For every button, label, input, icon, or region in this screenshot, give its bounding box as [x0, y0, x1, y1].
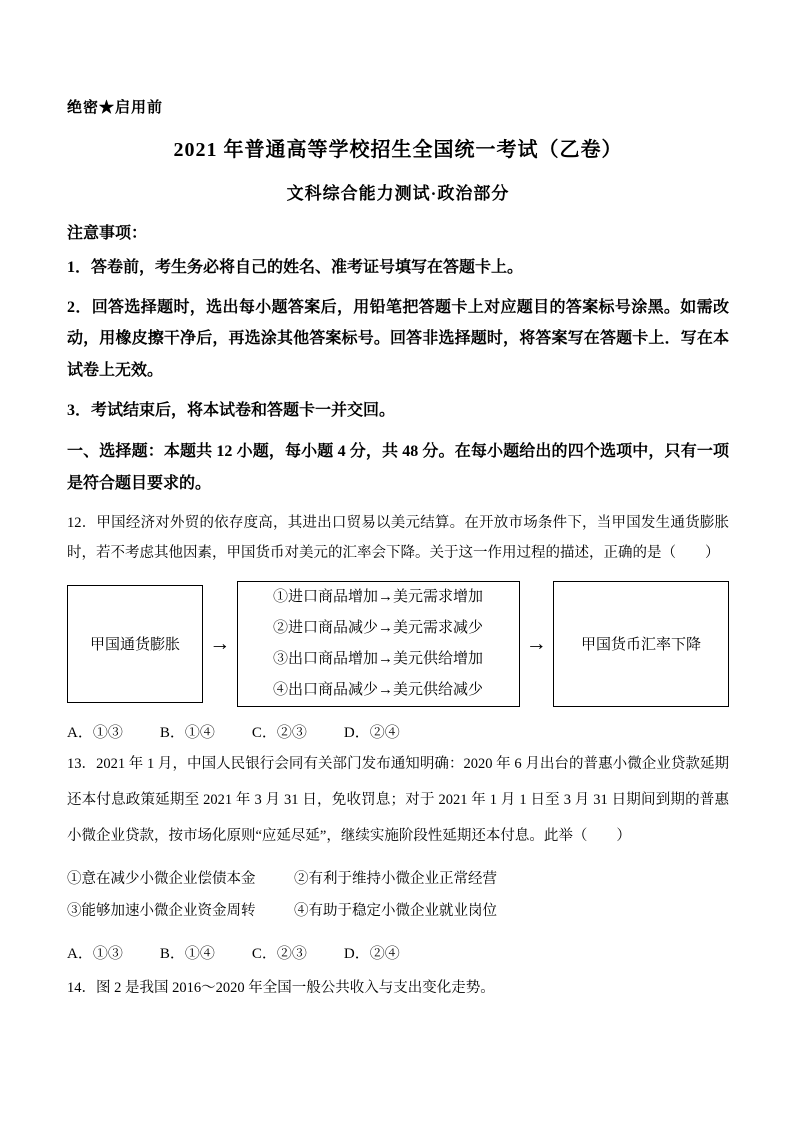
choice-d: D．②④	[343, 945, 400, 962]
arrow-right-icon: →	[209, 631, 231, 656]
choice-b: B．①④	[159, 724, 215, 741]
diagram-left-box: 甲国通货膨胀	[67, 585, 203, 703]
statement-4: ④有助于稳定小微企业就业岗位	[294, 903, 497, 920]
section-heading: 一、选择题：本题共 12 小题，每小题 4 分，共 48 分。在每小题给出的四个选项中，只有一项是符合题目要求的。	[67, 442, 729, 492]
choice-c: C．②③	[251, 724, 307, 741]
diagram-middle-box	[237, 581, 520, 707]
choice-a: A．①③	[67, 724, 123, 741]
notice-item-1: 1．答卷前，考生务必将自己的姓名、准考证号填写在答题卡上。	[67, 259, 524, 276]
diagram-middle-item-4: ④出口商品减少→美元供给减少	[272, 681, 483, 698]
choice-a: A．①③	[67, 945, 123, 962]
question-12-choices	[67, 721, 729, 742]
notice-item-3: 3．考试结束后，将本试卷和答题卡一并交回。	[67, 401, 396, 419]
exam-title: 2021 年普通高等学校招生全国统一考试（乙卷）	[173, 139, 623, 161]
statement-2: ②有利于维持小微企业正常经营	[294, 870, 497, 887]
notice-item-2: 2．回答选择题时，选出每小题答案后，用铅笔把答题卡上对应题目的答案标号涂黑。如需改动，用橡皮擦干净后，再选涂其他答案标号。回答非选择题时，将答案写在答题卡上．写在本试卷上无效。	[67, 299, 729, 379]
question-12-stem: 12．甲国经济对外贸的依存度高，其进出口贸易以美元结算。在开放市场条件下，当甲国发生通货膨胀时，若不考虑其他因素，甲国货币对美元的汇率会下降。关于这一作用过程的描述，正确的是（ ）	[67, 514, 729, 562]
question-14-stem: 14．图 2 是我国 2016～2020 年全国一般公共收入与支出变化走势。	[67, 979, 495, 996]
choice-c: C．②③	[251, 945, 307, 962]
diagram-middle-item-2: ②进口商品减少→美元需求减少	[272, 620, 483, 637]
question-13-stem: 13．2021 年 1 月，中国人民银行会同有关部门发布通知明确：2020 年 6 月出台的普惠小微企业贷款延期还本付息政策延期至 2021 年 3 月 31 日，免收罚息；对于 2021 年 1 月 1 日至 3 月 31 日期间到期的普惠小微企业贷款，按市场化原则“应延尽延”，继续实施阶段性延期还本付息。此举（ ）	[67, 755, 729, 845]
statement-3: ③能够加速小微企业资金周转	[67, 903, 256, 920]
question-13-choices	[67, 942, 729, 963]
statement-1: ①意在减少小微企业偿债本金	[67, 870, 256, 887]
arrow-right-icon: →	[525, 631, 547, 656]
question-12-diagram	[67, 581, 729, 707]
notice-heading: 注意事项：	[67, 225, 148, 242]
exam-subtitle: 文科综合能力测试·政治部分	[286, 184, 510, 203]
choice-d: D．②④	[343, 724, 400, 741]
choice-b: B．①④	[159, 945, 215, 962]
question-13-statements	[67, 863, 729, 928]
statement-row-1	[67, 863, 729, 896]
classification-label: 绝密★启用前	[67, 100, 164, 116]
diagram-middle-item-3: ③出口商品增加→美元供给增加	[272, 650, 483, 667]
statement-row-2	[67, 895, 729, 928]
diagram-right-box: 甲国货币汇率下降	[553, 581, 729, 707]
diagram-middle-item-1: ①进口商品增加→美元需求增加	[272, 589, 483, 606]
page-content	[67, 96, 729, 1003]
